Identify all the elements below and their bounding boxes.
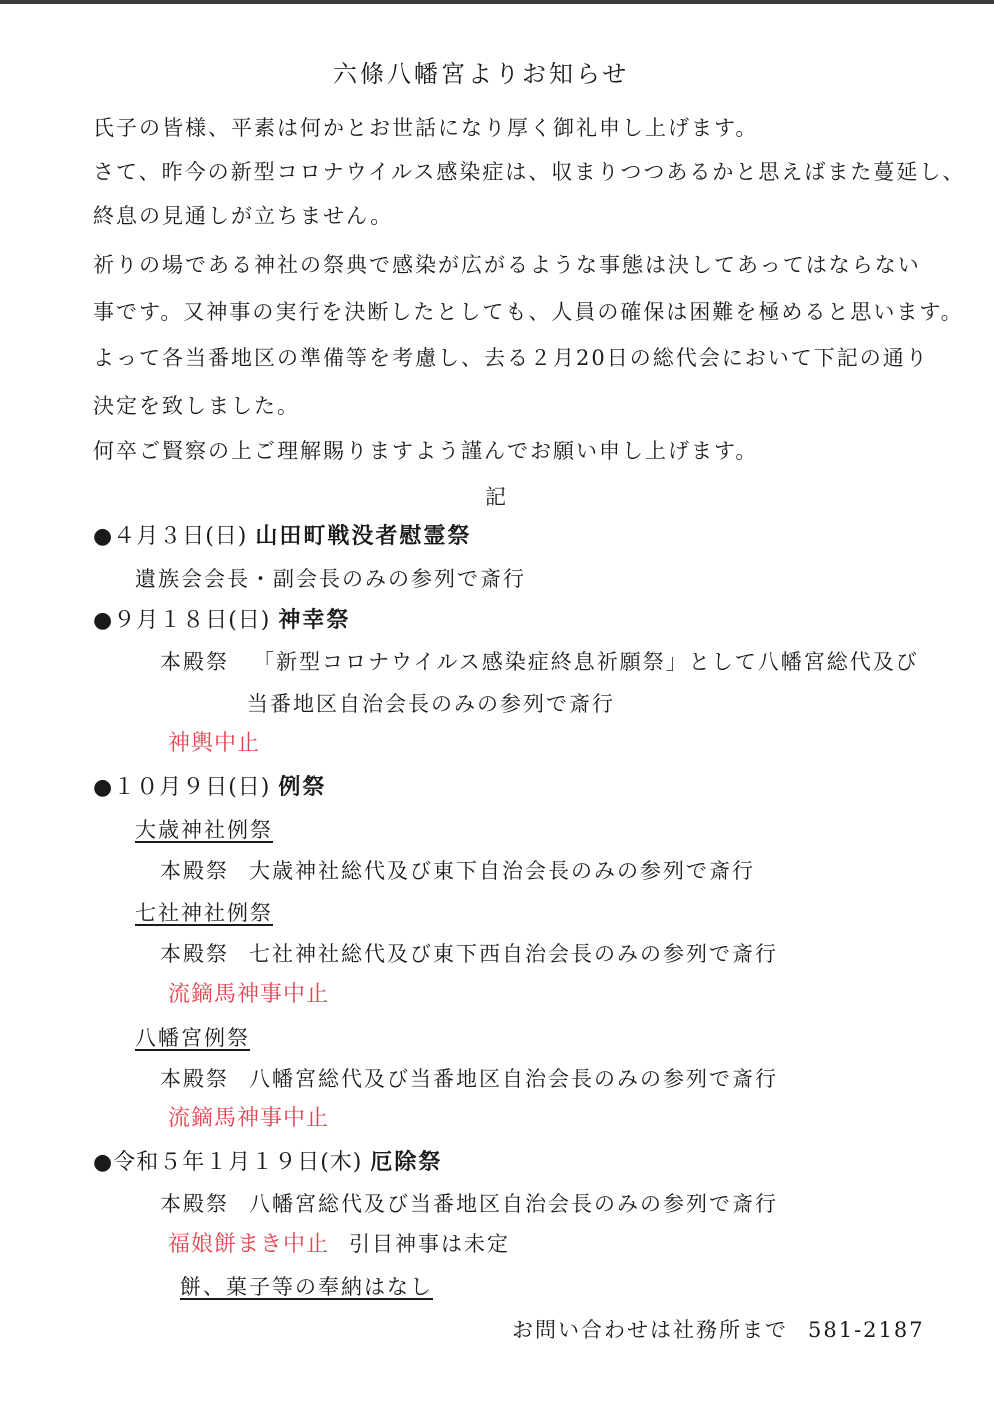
intro-line-2: さて、昨今の新型コロナウイルス感染症は、収まりつつあるかと思えばまた蔓延し、 [93, 160, 966, 184]
event-1-name: 山田町戦没者慰霊祭 [255, 523, 472, 549]
event-3-date: ●１０月９日(日) [93, 775, 271, 800]
event-2-cancel: 神輿中止 [168, 731, 261, 756]
event-4-label: 本殿祭 [160, 1192, 229, 1216]
intro-line-8: 何卒ご賢察の上ご理解賜りますよう謹んでお願い申し上げます。 [93, 439, 759, 463]
event-3-sub-3-label: 本殿祭 [160, 1067, 229, 1091]
event-2-detail-line-1 [160, 648, 919, 676]
event-3-name: 例祭 [278, 774, 327, 800]
intro-line-4: 祈りの場である神社の祭典で感染が広がるような事態は決してあってはならない [93, 253, 921, 277]
event-3-sub-3-detail [160, 1065, 778, 1093]
event-2-name: 神幸祭 [278, 607, 351, 633]
event-3-sub-1-text: 大歳神社総代及び東下自治会長のみの参列で斎行 [249, 859, 755, 883]
event-3-sub-1-label: 本殿祭 [160, 859, 229, 883]
event-4-heading [93, 1148, 442, 1177]
event-1-heading [93, 522, 471, 551]
event-4-cancel: 福娘餅まき中止 [168, 1232, 330, 1257]
event-4-note: 引目神事は未定 [349, 1232, 511, 1256]
intro-line-6: よって各当番地区の準備等を考慮し、去る２月20日の総代会において下記の通り [93, 346, 929, 370]
event-2-label: 本殿祭 [160, 650, 229, 674]
scan-border-line [0, 0, 994, 4]
intro-line-1: 氏子の皆様、平素は何かとお世話になり厚く御礼申し上げます。 [93, 116, 759, 140]
event-4-cancel-row [168, 1230, 510, 1259]
contact-label: お問い合わせは社務所まで [512, 1318, 788, 1342]
event-3-sub-2-label: 本殿祭 [160, 942, 229, 966]
contact-line [512, 1316, 925, 1344]
event-1-detail: 遺族会会長・副会長のみの参列で斎行 [135, 567, 526, 591]
intro-line-7: 決定を致しました。 [93, 394, 300, 418]
event-4-detail [160, 1190, 778, 1218]
event-3-sub-1-heading: 大歳神社例祭 [135, 818, 273, 842]
contact-phone: 581-2187 [808, 1318, 925, 1342]
event-4-text: 八幡宮総代及び当番地区自治会長のみの参列で斎行 [249, 1192, 778, 1216]
intro-line-5: 事です。又神事の実行を決断したとしても、人員の確保は困難を極めると思います。 [93, 300, 964, 324]
event-3-sub-3-text: 八幡宮総代及び当番地区自治会長のみの参列で斎行 [249, 1067, 778, 1091]
event-3-sub-1-detail [160, 857, 755, 885]
event-2-detail-line-2: 当番地区自治会長のみの参列で斎行 [247, 692, 615, 716]
event-3-sub-2-text: 七社神社総代及び東下西自治会長のみの参列で斎行 [249, 942, 778, 966]
intro-line-3: 終息の見通しが立ちません。 [93, 204, 394, 228]
event-2-detail-text: 「新型コロナウイルス感染症終息祈願祭」として八幡宮総代及び [253, 650, 919, 674]
page-title: 六條八幡宮よりお知らせ [333, 60, 630, 88]
event-2-heading [93, 606, 350, 635]
event-3-heading [93, 773, 326, 802]
event-4-note-2: 餅、菓子等の奉納はなし [180, 1275, 433, 1299]
event-3-sub-2-cancel: 流鏑馬神事中止 [168, 982, 330, 1007]
event-4-name: 厄除祭 [370, 1149, 443, 1175]
event-4-date: ●令和５年１月１９日(木) [93, 1150, 363, 1175]
event-3-sub-2-detail [160, 940, 778, 968]
event-2-date: ●９月１８日(日) [93, 608, 271, 633]
event-3-sub-3-cancel: 流鏑馬神事中止 [168, 1106, 330, 1131]
event-3-sub-2-heading: 七社神社例祭 [135, 901, 273, 925]
ki-mark: 記 [485, 485, 508, 509]
event-1-date: ●４月３日(日) [93, 524, 248, 549]
event-3-sub-3-heading: 八幡宮例祭 [135, 1026, 250, 1050]
